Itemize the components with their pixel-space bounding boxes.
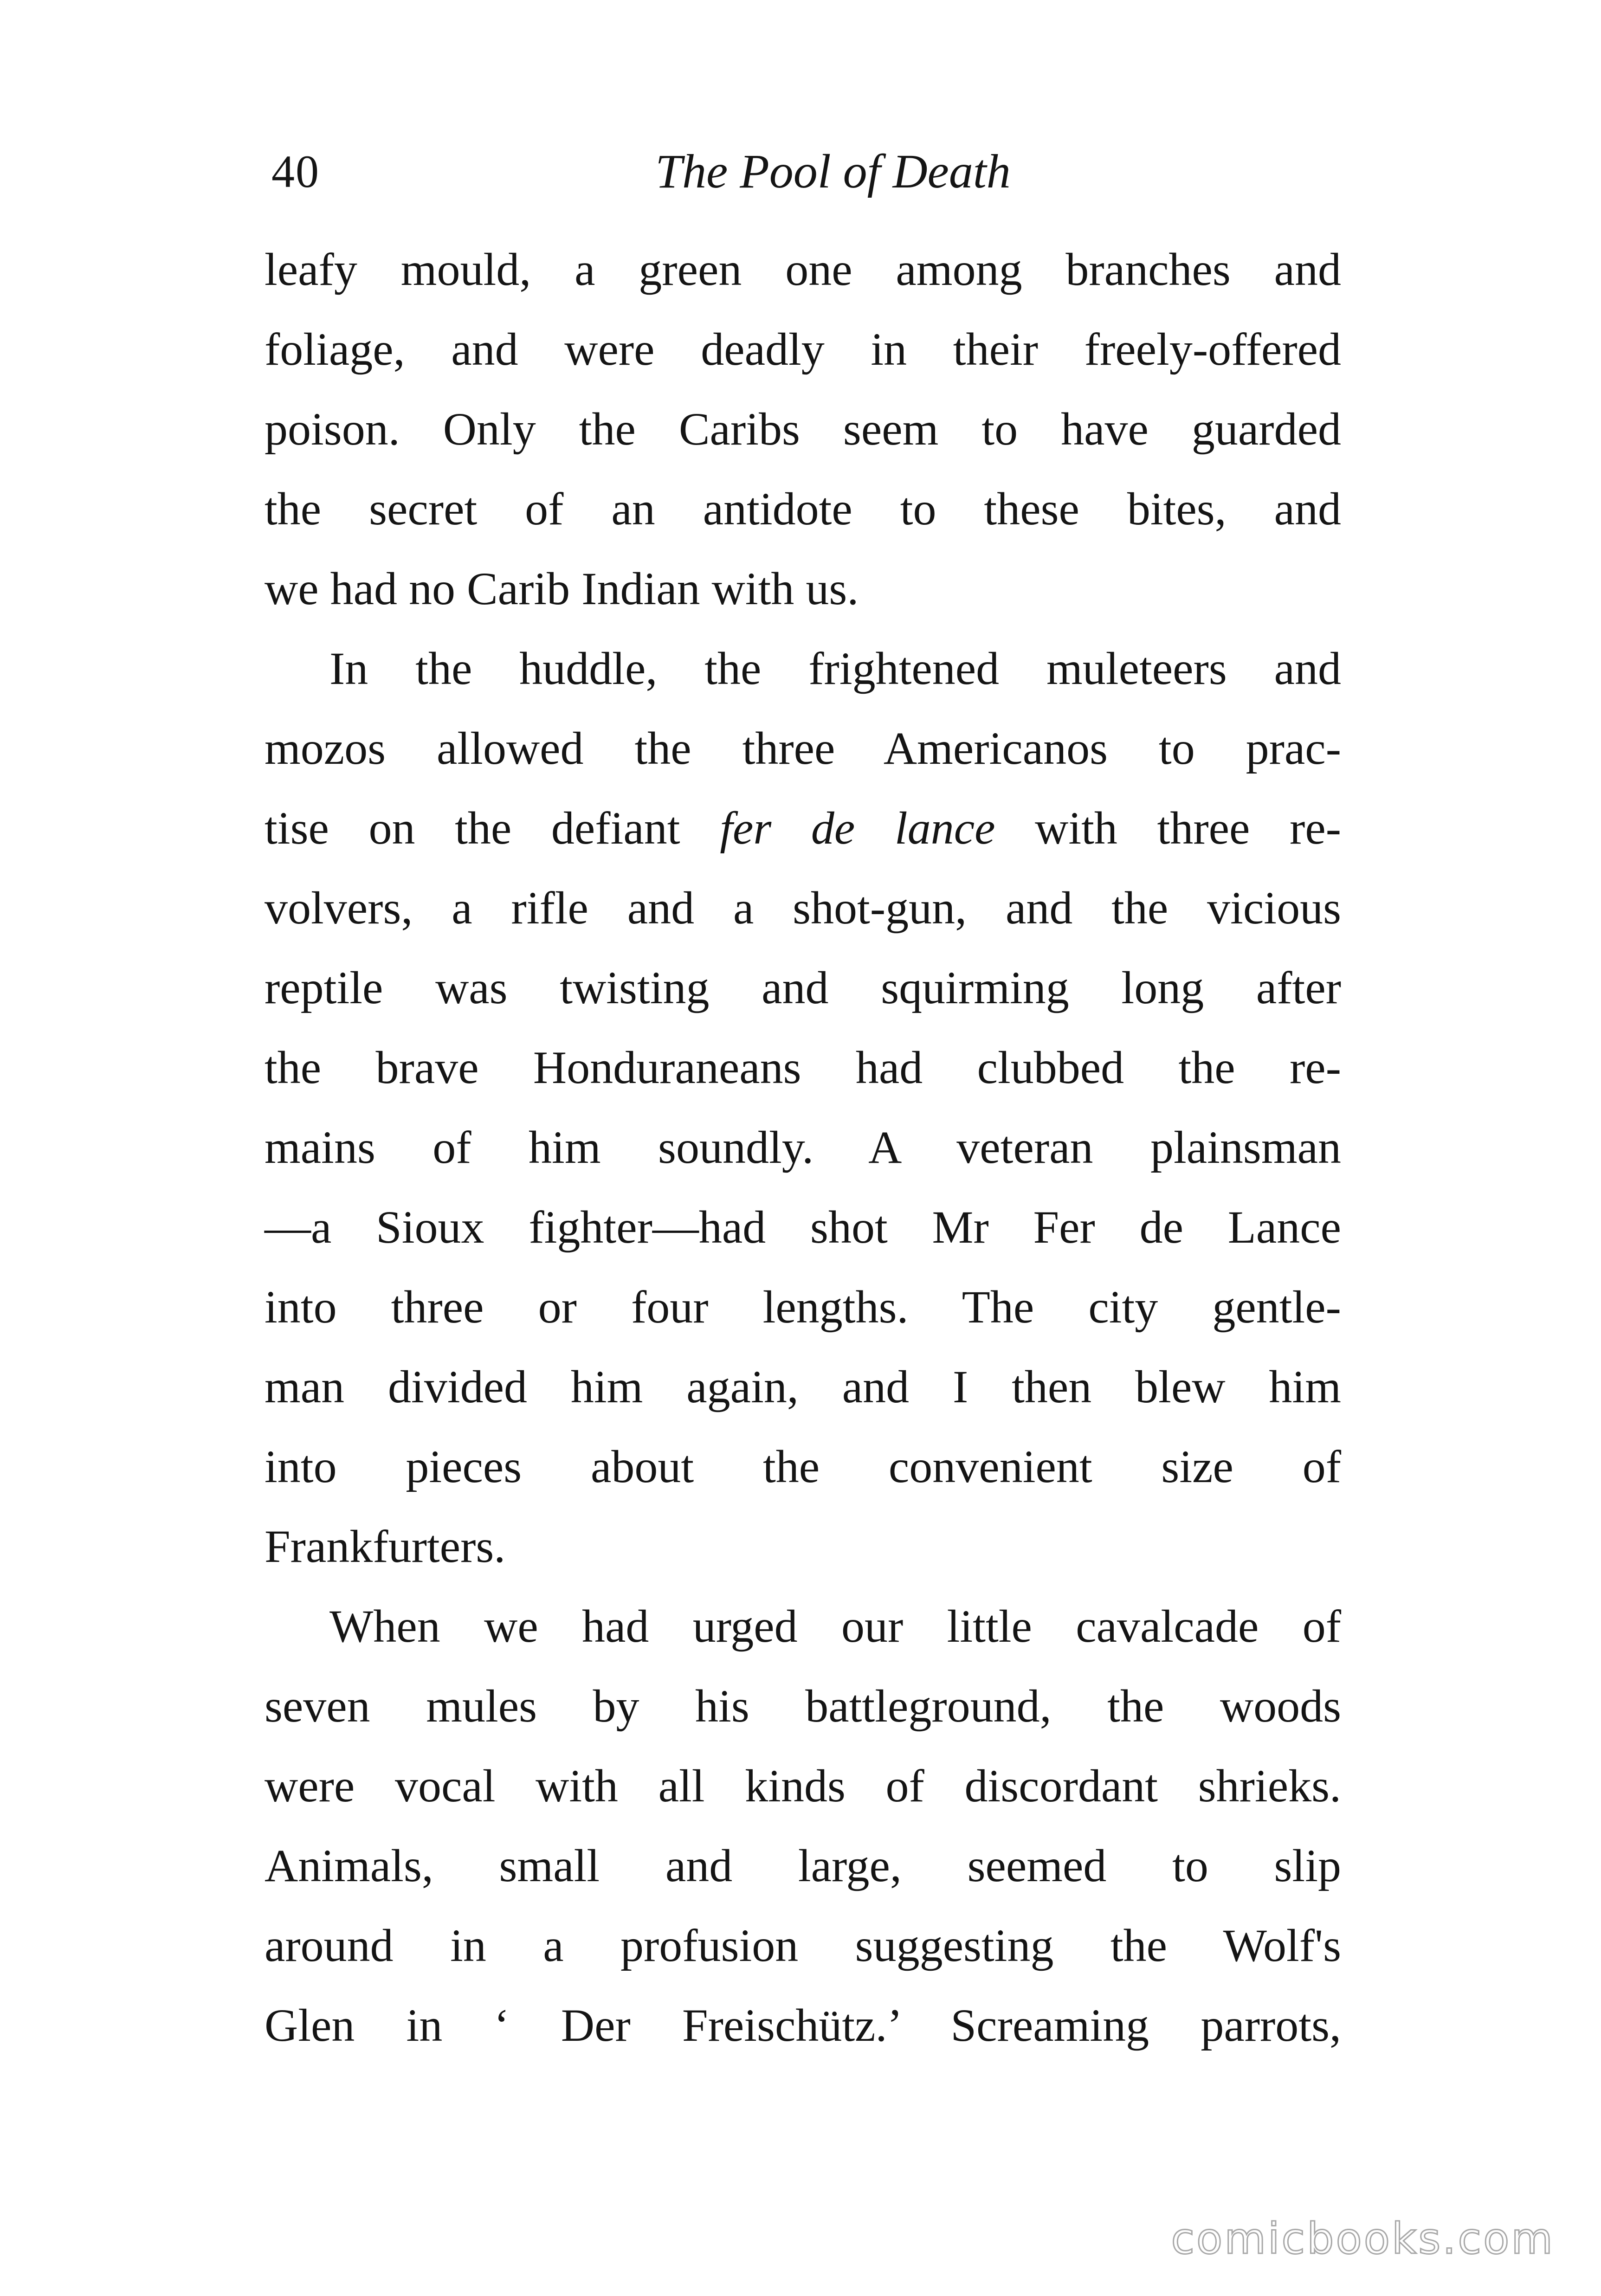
text-line: leafy mould, a green one among branches and	[265, 244, 1341, 295]
text-line: into pieces about the convenient size of	[265, 1441, 1341, 1492]
running-title: The Pool of Death	[655, 145, 1011, 198]
paragraph-2	[265, 629, 1341, 1587]
text-line: Glen in ‘ Der Freischütz.’ Screaming parrots,	[265, 1999, 1341, 2051]
text-line: seven mules by his battleground, the woods	[265, 1680, 1341, 1732]
text-line: were vocal with all kinds of discordant shrieks.	[265, 1760, 1341, 1812]
text-line: the brave Honduraneans had clubbed the re-	[265, 1042, 1341, 1093]
text-line: —a Sioux fighter—had shot Mr Fer de Lance	[265, 1201, 1341, 1253]
text-line: reptile was twisting and squirming long after	[265, 962, 1341, 1013]
text-line: the secret of an antidote to these bites, and	[265, 483, 1341, 535]
body-text	[265, 230, 1341, 2065]
watermark: comicbooks.com	[1171, 2214, 1555, 2264]
text-fragment: with three re-	[1035, 802, 1342, 854]
text-line: Animals, small and large, seemed to slip	[265, 1840, 1341, 1891]
text-line: mains of him soundly. A veteran plainsman	[265, 1122, 1341, 1173]
text-line: volvers, a rifle and a shot-gun, and the vicious	[265, 882, 1341, 934]
text-line: into three or four lengths. The city gentle-	[265, 1281, 1341, 1333]
text-line: Frankfurters.	[265, 1521, 506, 1572]
text-line: mozos allowed the three Americanos to prac-	[265, 722, 1341, 774]
text-line-with-italic	[265, 788, 1341, 868]
paragraph-3	[265, 1587, 1341, 2065]
italic-phrase: fer de lance	[720, 802, 995, 854]
text-line: we had no Carib Indian with us.	[265, 563, 859, 614]
text-line: foliage, and were deadly in their freely-offered	[265, 323, 1341, 375]
page-number: 40	[271, 146, 320, 197]
text-line: In the huddle, the frightened muleteers and	[329, 643, 1341, 694]
paragraph-1	[265, 230, 1341, 629]
page-header	[271, 139, 1353, 204]
text-line: man divided him again, and I then blew him	[265, 1361, 1341, 1412]
text-line: around in a profusion suggesting the Wolf's	[265, 1920, 1341, 1971]
text-fragment: tise on the defiant	[265, 802, 680, 854]
text-line: poison. Only the Caribs seem to have guarded	[265, 403, 1341, 455]
text-line: When we had urged our little cavalcade of	[329, 1600, 1341, 1652]
